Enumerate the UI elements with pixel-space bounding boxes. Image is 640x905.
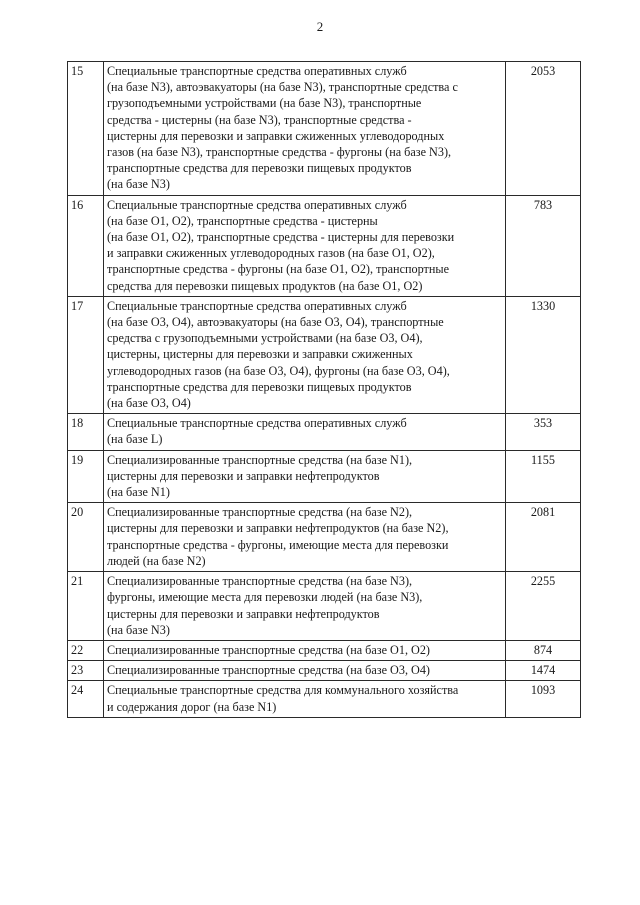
- row-number: 19: [68, 450, 104, 503]
- table-row: [68, 661, 581, 681]
- description-line: (на базе N3), автоэвакуаторы (на базе N3), транспортные средства с: [107, 80, 458, 95]
- description-line: фургоны, имеющие места для перевозки людей (на базе N3),: [107, 590, 423, 605]
- description-line: Специальные транспортные средства для коммунального хозяйства: [107, 683, 459, 698]
- description-line: и содержания дорог (на базе N1): [107, 699, 277, 714]
- table-row: [68, 450, 581, 503]
- row-value: 2053: [506, 62, 581, 196]
- row-number: 23: [68, 661, 104, 681]
- description-line: (на базе L): [107, 432, 163, 447]
- table-row: [68, 503, 581, 572]
- description-line: цистерны для перевозки и заправки сжиженных углеводородных: [107, 128, 445, 143]
- row-value: 2081: [506, 503, 581, 572]
- description-line: (на базе N3): [107, 622, 170, 637]
- description-line: цистерны для перевозки и заправки нефтепродуктов: [107, 606, 380, 621]
- row-number: 18: [68, 414, 104, 450]
- table-row: [68, 681, 581, 717]
- description-line: грузоподъемными устройствами (на базе N3), транспортные: [107, 96, 422, 111]
- table-row: [68, 62, 581, 196]
- row-value: 2255: [506, 572, 581, 641]
- description-line: средства для перевозки пищевых продуктов (на базе O1, O2): [107, 278, 423, 293]
- description-line: (на базе O1, O2), транспортные средства - цистерны: [107, 213, 378, 228]
- vehicle-description: [104, 572, 506, 641]
- row-number: 22: [68, 640, 104, 660]
- description-line: и заправки сжиженных углеводородных газов (на базе O1, O2),: [107, 246, 435, 261]
- table-body: [68, 62, 581, 718]
- vehicle-description: [104, 503, 506, 572]
- description-line: транспортные средства - фургоны, имеющие места для перевозки: [107, 537, 449, 552]
- table-row: [68, 195, 581, 296]
- vehicle-description: [104, 195, 506, 296]
- row-number: 20: [68, 503, 104, 572]
- description-line: Специализированные транспортные средства (на базе N3),: [107, 574, 413, 589]
- vehicle-description: [104, 681, 506, 717]
- row-value: 1474: [506, 661, 581, 681]
- vehicle-description: [104, 640, 506, 660]
- table-row: [68, 640, 581, 660]
- description-line: средства с грузоподъемными устройствами (на базе O3, O4),: [107, 331, 423, 346]
- row-value: 353: [506, 414, 581, 450]
- vehicle-description: [104, 62, 506, 196]
- row-value: 1093: [506, 681, 581, 717]
- vehicle-description: [104, 414, 506, 450]
- table-row: [68, 414, 581, 450]
- description-line: Специализированные транспортные средства (на базе N2),: [107, 505, 413, 520]
- description-line: Специализированные транспортные средства (на базе O3, O4): [107, 663, 430, 678]
- description-line: транспортные средства для перевозки пищевых продуктов: [107, 161, 412, 176]
- description-line: Специальные транспортные средства оперативных служб: [107, 416, 407, 431]
- description-line: Специальные транспортные средства оперативных служб: [107, 197, 407, 212]
- row-value: 1155: [506, 450, 581, 503]
- vehicle-category-table: [67, 61, 581, 718]
- vehicle-description: [104, 450, 506, 503]
- description-line: (на базе N3): [107, 177, 170, 192]
- row-value: 874: [506, 640, 581, 660]
- description-line: Специальные транспортные средства оперативных служб: [107, 298, 407, 313]
- description-line: углеводородных газов (на базе O3, O4), фургоны (на базе O3, O4),: [107, 363, 450, 378]
- description-line: цистерны для перевозки и заправки нефтепродуктов: [107, 468, 380, 483]
- description-line: (на базе O3, O4): [107, 396, 191, 411]
- row-value: 1330: [506, 296, 581, 413]
- description-line: (на базе N1): [107, 485, 170, 500]
- description-line: транспортные средства - фургоны (на базе O1, O2), транспортные: [107, 262, 449, 277]
- description-line: (на базе O3, O4), автоэвакуаторы (на базе O3, O4), транспортные: [107, 315, 444, 330]
- vehicle-description: [104, 296, 506, 413]
- row-number: 24: [68, 681, 104, 717]
- description-line: транспортные средства для перевозки пищевых продуктов: [107, 379, 412, 394]
- description-line: Специальные транспортные средства оперативных служб: [107, 64, 407, 78]
- table-row: [68, 296, 581, 413]
- description-line: средства - цистерны (на базе N3), транспортные средства -: [107, 112, 412, 127]
- page-number: 2: [316, 19, 324, 34]
- description-line: Специализированные транспортные средства (на базе N1),: [107, 452, 413, 467]
- description-line: Специализированные транспортные средства (на базе O1, O2): [107, 642, 430, 657]
- row-number: 17: [68, 296, 104, 413]
- row-number: 15: [68, 62, 104, 196]
- table-row: [68, 572, 581, 641]
- description-line: газов (на базе N3), транспортные средства - фургоны (на базе N3),: [107, 145, 452, 160]
- row-number: 21: [68, 572, 104, 641]
- description-line: цистерны, цистерны для перевозки и заправки сжиженных: [107, 347, 413, 362]
- row-number: 16: [68, 195, 104, 296]
- row-value: 783: [506, 195, 581, 296]
- description-line: людей (на базе N2): [107, 553, 206, 568]
- description-line: цистерны для перевозки и заправки нефтепродуктов (на базе N2),: [107, 521, 449, 536]
- vehicle-description: [104, 661, 506, 681]
- description-line: (на базе O1, O2), транспортные средства - цистерны для перевозки: [107, 230, 455, 245]
